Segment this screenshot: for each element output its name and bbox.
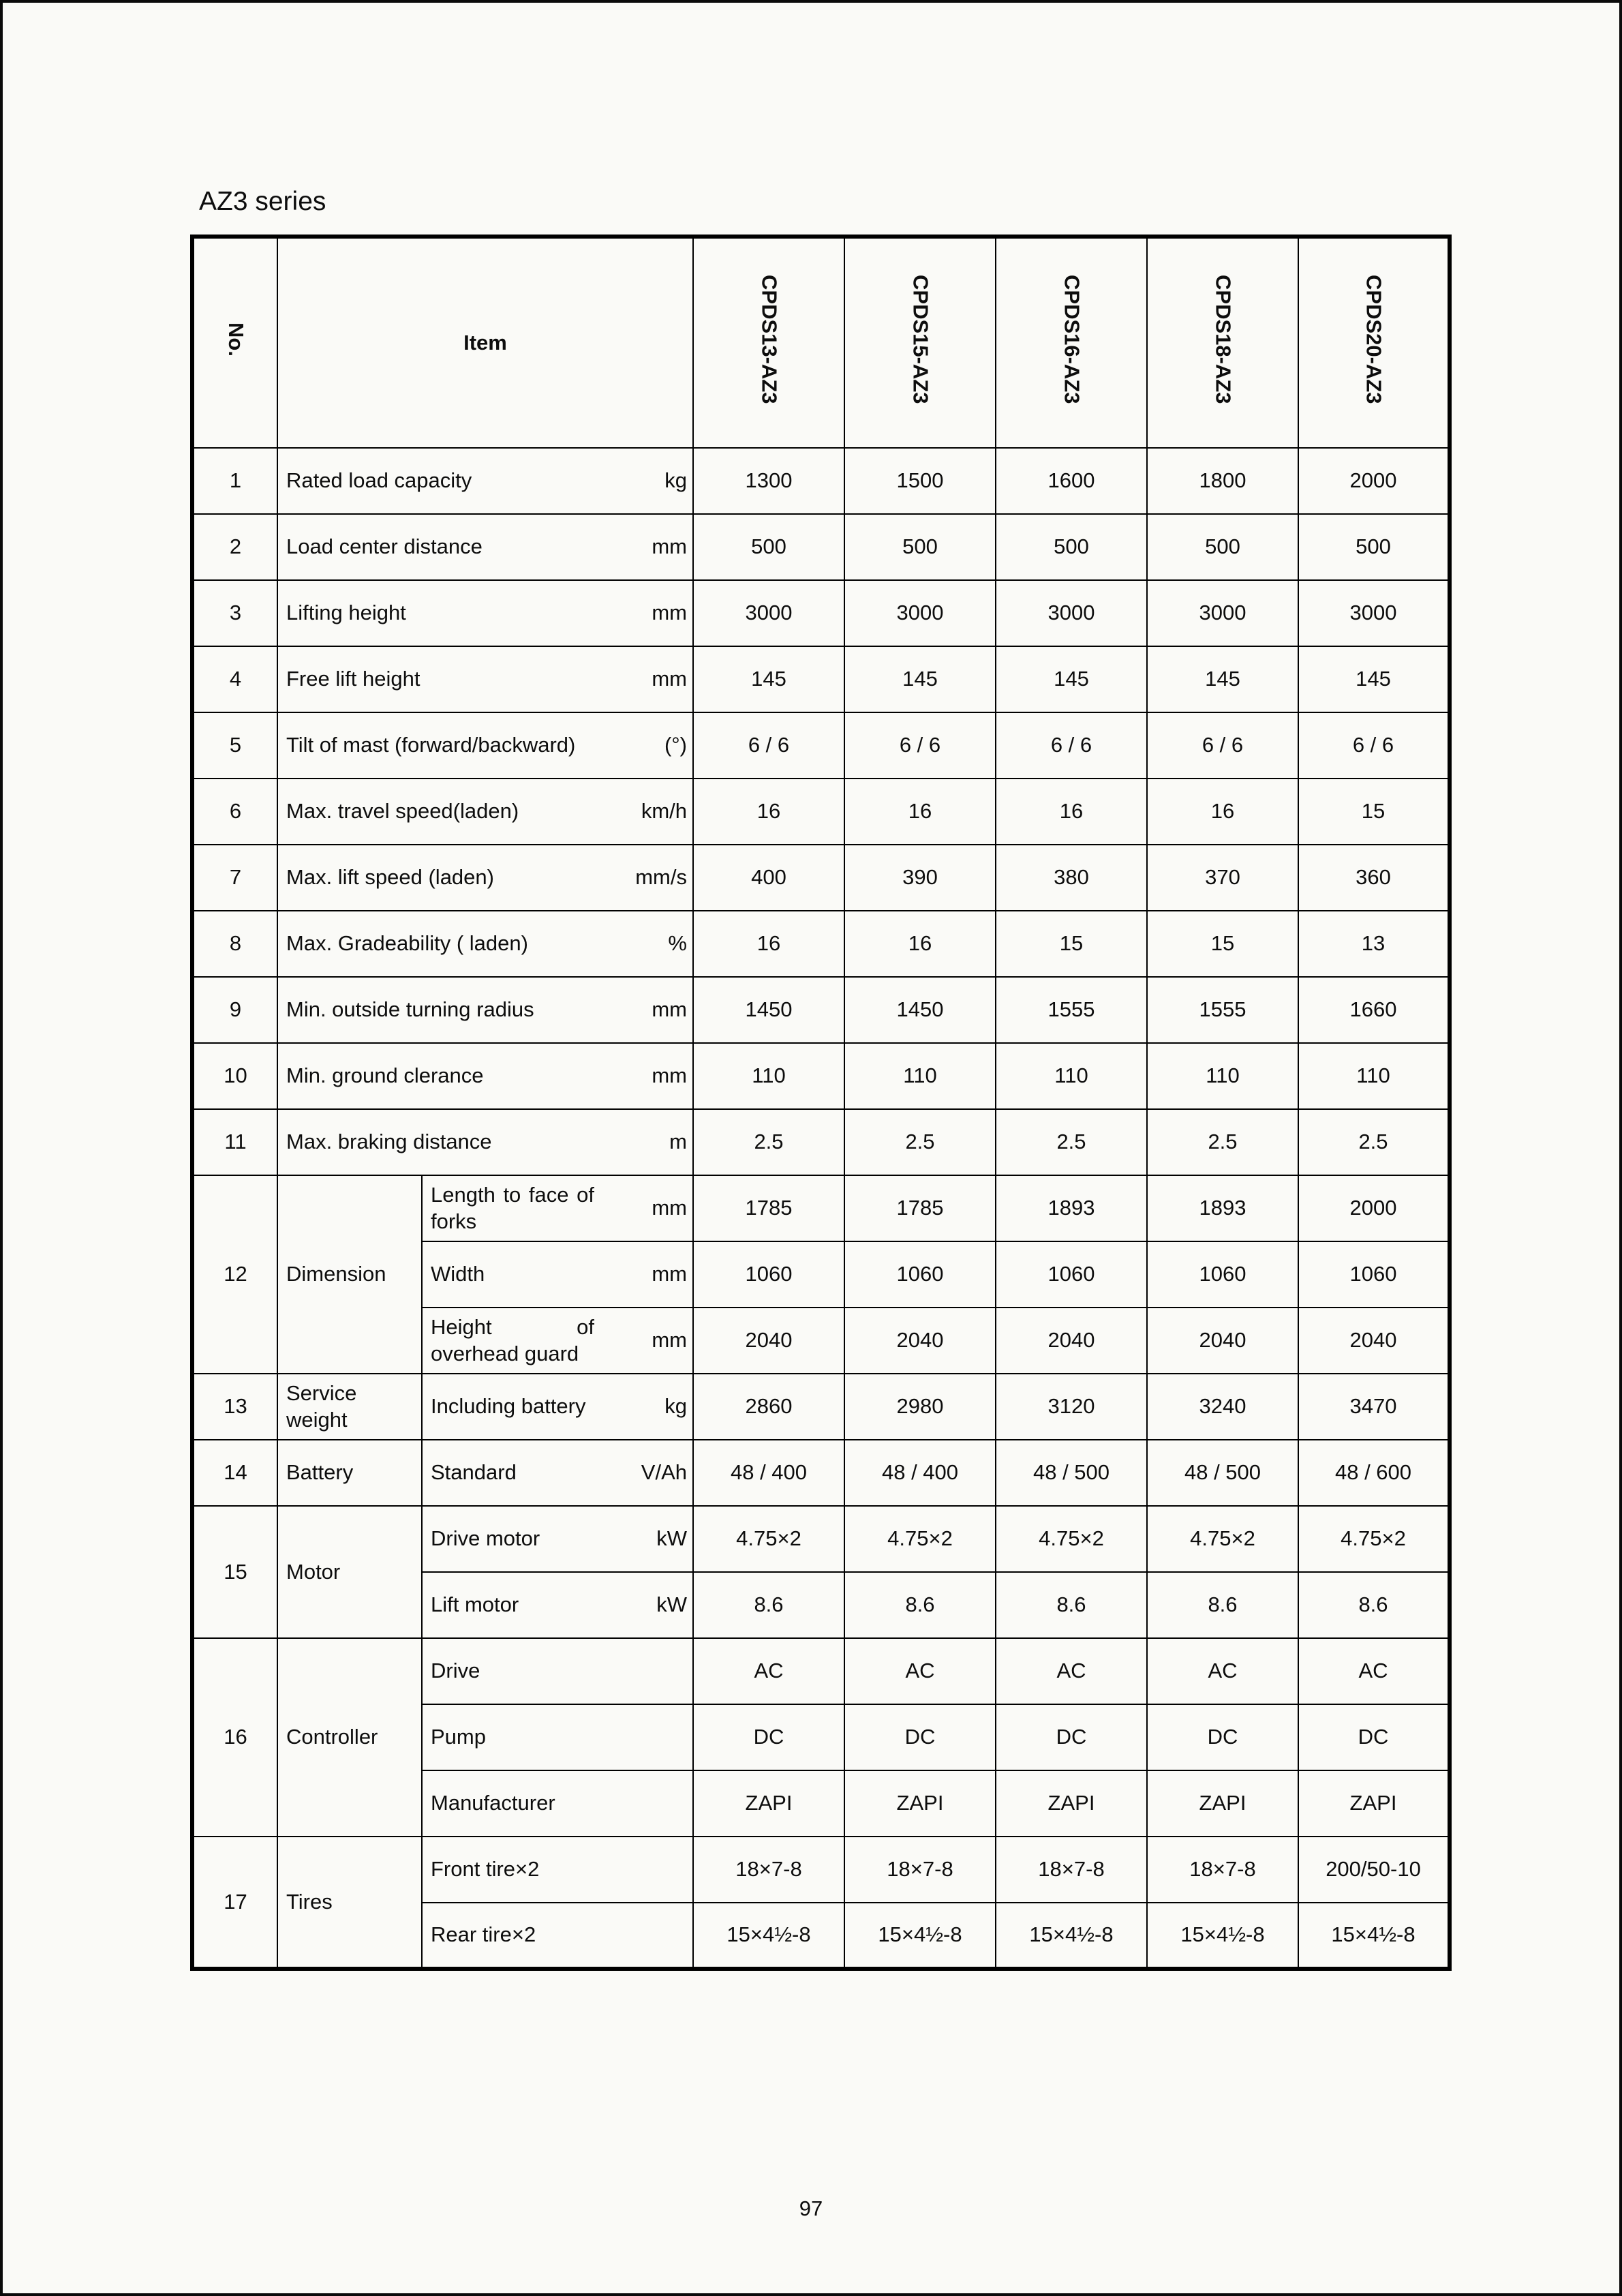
model-label: CPDS20-AZ3 xyxy=(1362,275,1386,404)
value-cell: 2860 xyxy=(693,1374,844,1440)
unit-label: mm xyxy=(652,601,687,625)
value-cell: 110 xyxy=(996,1043,1147,1109)
item-cell xyxy=(422,1638,693,1704)
item-cell xyxy=(277,514,693,580)
item-label: Width xyxy=(431,1262,485,1286)
group-label-cell: Service weight xyxy=(277,1374,422,1440)
value-cell: 8.6 xyxy=(1147,1572,1298,1638)
item-label: Load center distance xyxy=(286,534,483,559)
row-number-cell: 15 xyxy=(192,1506,277,1638)
unit-label: mm xyxy=(652,1063,687,1088)
model-label: CPDS18-AZ3 xyxy=(1211,275,1236,404)
value-cell: DC xyxy=(844,1704,996,1770)
group-label-cell: Controller xyxy=(277,1638,422,1837)
value-cell: 500 xyxy=(1298,514,1450,580)
value-cell: 110 xyxy=(1147,1043,1298,1109)
row-number-cell: 11 xyxy=(192,1109,277,1175)
unit-label: kW xyxy=(656,1592,687,1617)
value-cell: 380 xyxy=(996,845,1147,911)
value-cell: 145 xyxy=(1298,646,1450,712)
model-label: CPDS13-AZ3 xyxy=(757,275,782,404)
item-cell xyxy=(422,1440,693,1506)
value-cell: 15×4½-8 xyxy=(996,1903,1147,1969)
item-label: Min. outside turning radius xyxy=(286,997,534,1022)
value-cell: 3000 xyxy=(1298,580,1450,646)
value-cell: 8.6 xyxy=(996,1572,1147,1638)
item-cell xyxy=(277,911,693,977)
value-cell: 16 xyxy=(693,779,844,845)
value-cell: 500 xyxy=(996,514,1147,580)
value-cell: 1660 xyxy=(1298,977,1450,1043)
unit-label: mm/s xyxy=(635,865,687,890)
unit-label: V/Ah xyxy=(641,1460,687,1485)
item-label: Including battery xyxy=(431,1394,586,1419)
value-cell: ZAPI xyxy=(844,1770,996,1837)
item-label: Front tire×2 xyxy=(431,1857,540,1882)
value-cell: 3000 xyxy=(996,580,1147,646)
spec-row-5 xyxy=(192,712,1450,779)
spec-row-4 xyxy=(192,646,1450,712)
group-label-cell: Motor xyxy=(277,1506,422,1638)
header-no-cell xyxy=(192,237,277,448)
value-cell: 1893 xyxy=(1147,1175,1298,1241)
value-cell: AC xyxy=(693,1638,844,1704)
item-label: Min. ground clerance xyxy=(286,1063,484,1088)
value-cell: 1800 xyxy=(1147,448,1298,514)
spec-row-17a xyxy=(192,1837,1450,1903)
spec-row-9 xyxy=(192,977,1450,1043)
unit-label: mm xyxy=(652,667,687,691)
value-cell: 8.6 xyxy=(693,1572,844,1638)
unit-label: kW xyxy=(656,1526,687,1551)
item-cell xyxy=(277,646,693,712)
header-model-cpds16 xyxy=(996,237,1147,448)
item-cell xyxy=(277,845,693,911)
value-cell: 15×4½-8 xyxy=(844,1903,996,1969)
value-cell: 8.6 xyxy=(1298,1572,1450,1638)
spec-row-6 xyxy=(192,779,1450,845)
unit-label: (°) xyxy=(664,733,687,757)
row-number-cell: 17 xyxy=(192,1837,277,1969)
unit-label: mm xyxy=(652,534,687,559)
value-cell: 4.75×2 xyxy=(1147,1506,1298,1572)
value-cell: 3000 xyxy=(1147,580,1298,646)
value-cell: 6 / 6 xyxy=(693,712,844,779)
value-cell: 15 xyxy=(996,911,1147,977)
header-model-cpds15 xyxy=(844,237,996,448)
item-cell xyxy=(277,712,693,779)
value-cell: 1450 xyxy=(844,977,996,1043)
row-number-cell: 12 xyxy=(192,1175,277,1374)
value-cell: ZAPI xyxy=(1147,1770,1298,1837)
value-cell: 2.5 xyxy=(996,1109,1147,1175)
row-number-cell: 2 xyxy=(192,514,277,580)
value-cell: DC xyxy=(1147,1704,1298,1770)
value-cell: AC xyxy=(1147,1638,1298,1704)
item-cell xyxy=(277,977,693,1043)
value-cell: 370 xyxy=(1147,845,1298,911)
spec-row-16a xyxy=(192,1638,1450,1704)
item-label: Lift motor xyxy=(431,1592,519,1617)
spec-row-15a xyxy=(192,1506,1450,1572)
spec-row-7 xyxy=(192,845,1450,911)
value-cell: 15 xyxy=(1298,779,1450,845)
value-cell: 2000 xyxy=(1298,448,1450,514)
value-cell: 16 xyxy=(1147,779,1298,845)
unit-label: mm xyxy=(652,1328,687,1353)
item-label: Max. Gradeability ( laden) xyxy=(286,931,528,956)
value-cell: 1060 xyxy=(1147,1241,1298,1308)
value-cell: 1060 xyxy=(693,1241,844,1308)
value-cell: AC xyxy=(844,1638,996,1704)
value-cell: 18×7-8 xyxy=(693,1837,844,1903)
model-label: CPDS15-AZ3 xyxy=(908,275,933,404)
value-cell: 145 xyxy=(996,646,1147,712)
row-number-cell: 4 xyxy=(192,646,277,712)
spec-row-13 xyxy=(192,1374,1450,1440)
unit-label: mm xyxy=(652,1196,687,1220)
unit-label: mm xyxy=(652,1262,687,1286)
spec-row-10 xyxy=(192,1043,1450,1109)
value-cell: 2.5 xyxy=(1147,1109,1298,1175)
row-number-cell: 8 xyxy=(192,911,277,977)
value-cell: 1300 xyxy=(693,448,844,514)
row-number-cell: 14 xyxy=(192,1440,277,1506)
value-cell: 145 xyxy=(1147,646,1298,712)
value-cell: 6 / 6 xyxy=(1147,712,1298,779)
row-number-cell: 7 xyxy=(192,845,277,911)
value-cell: 6 / 6 xyxy=(1298,712,1450,779)
value-cell: 1555 xyxy=(996,977,1147,1043)
item-label: Max. lift speed (laden) xyxy=(286,865,494,890)
item-cell xyxy=(422,1506,693,1572)
row-number-cell: 6 xyxy=(192,779,277,845)
unit-label: % xyxy=(668,931,687,956)
value-cell: 16 xyxy=(844,911,996,977)
value-cell: 2.5 xyxy=(1298,1109,1450,1175)
header-model-cpds20 xyxy=(1298,237,1450,448)
value-cell: 1060 xyxy=(996,1241,1147,1308)
item-label: Tilt of mast (forward/backward) xyxy=(286,733,576,757)
value-cell: 1785 xyxy=(844,1175,996,1241)
unit-label: km/h xyxy=(641,799,687,824)
value-cell: 500 xyxy=(844,514,996,580)
value-cell: 2040 xyxy=(1147,1308,1298,1374)
item-label: Height of overhead guard xyxy=(431,1314,594,1365)
item-label: Lifting height xyxy=(286,601,406,625)
value-cell: 3000 xyxy=(693,580,844,646)
value-cell: 48 / 600 xyxy=(1298,1440,1450,1506)
value-cell: 2.5 xyxy=(693,1109,844,1175)
value-cell: 2040 xyxy=(844,1308,996,1374)
item-cell xyxy=(277,448,693,514)
model-label: CPDS16-AZ3 xyxy=(1060,275,1084,404)
unit-label: mm xyxy=(652,997,687,1022)
value-cell: 48 / 400 xyxy=(693,1440,844,1506)
item-cell xyxy=(422,1374,693,1440)
value-cell: 16 xyxy=(996,779,1147,845)
spec-row-1 xyxy=(192,448,1450,514)
header-item-cell: Item xyxy=(277,237,693,448)
item-label: Manufacturer xyxy=(431,1791,555,1815)
item-label: Drive motor xyxy=(431,1526,540,1551)
item-cell xyxy=(422,1837,693,1903)
item-label: Max. travel speed(laden) xyxy=(286,799,519,824)
value-cell: 48 / 500 xyxy=(996,1440,1147,1506)
value-cell: ZAPI xyxy=(693,1770,844,1837)
row-number-cell: 3 xyxy=(192,580,277,646)
value-cell: 2.5 xyxy=(844,1109,996,1175)
value-cell: AC xyxy=(996,1638,1147,1704)
row-number-cell: 5 xyxy=(192,712,277,779)
value-cell: 3240 xyxy=(1147,1374,1298,1440)
row-number-cell: 10 xyxy=(192,1043,277,1109)
value-cell: 18×7-8 xyxy=(996,1837,1147,1903)
item-cell xyxy=(277,1109,693,1175)
page-number: 97 xyxy=(799,2196,823,2220)
value-cell: 16 xyxy=(693,911,844,977)
value-cell: 48 / 400 xyxy=(844,1440,996,1506)
item-label: Max. braking distance xyxy=(286,1130,492,1154)
item-label: Rear tire×2 xyxy=(431,1922,536,1947)
value-cell: 3120 xyxy=(996,1374,1147,1440)
value-cell: ZAPI xyxy=(1298,1770,1450,1837)
item-label: Drive xyxy=(431,1659,480,1683)
spec-row-8 xyxy=(192,911,1450,977)
item-cell xyxy=(422,1903,693,1969)
value-cell: 8.6 xyxy=(844,1572,996,1638)
spec-row-11 xyxy=(192,1109,1450,1175)
value-cell: 15 xyxy=(1147,911,1298,977)
group-label-cell: Tires xyxy=(277,1837,422,1969)
value-cell: 1060 xyxy=(1298,1241,1450,1308)
value-cell: 4.75×2 xyxy=(996,1506,1147,1572)
value-cell: 1500 xyxy=(844,448,996,514)
value-cell: 15×4½-8 xyxy=(1147,1903,1298,1969)
value-cell: DC xyxy=(996,1704,1147,1770)
value-cell: 390 xyxy=(844,845,996,911)
value-cell: 400 xyxy=(693,845,844,911)
value-cell: 145 xyxy=(844,646,996,712)
value-cell: 500 xyxy=(693,514,844,580)
value-cell: 145 xyxy=(693,646,844,712)
value-cell: 1785 xyxy=(693,1175,844,1241)
page-title: AZ3 series xyxy=(199,187,326,216)
item-cell xyxy=(277,779,693,845)
value-cell: 500 xyxy=(1147,514,1298,580)
value-cell: 6 / 6 xyxy=(844,712,996,779)
spec-row-3 xyxy=(192,580,1450,646)
value-cell: 48 / 500 xyxy=(1147,1440,1298,1506)
value-cell: 18×7-8 xyxy=(1147,1837,1298,1903)
item-cell xyxy=(422,1175,693,1241)
value-cell: 13 xyxy=(1298,911,1450,977)
item-label: Free lift height xyxy=(286,667,420,691)
row-number-cell: 13 xyxy=(192,1374,277,1440)
value-cell: 6 / 6 xyxy=(996,712,1147,779)
row-number-cell: 9 xyxy=(192,977,277,1043)
value-cell: 200/50-10 xyxy=(1298,1837,1450,1903)
value-cell: 2040 xyxy=(693,1308,844,1374)
item-label: Pump xyxy=(431,1725,486,1749)
group-label-cell: Dimension xyxy=(277,1175,422,1374)
value-cell: DC xyxy=(1298,1704,1450,1770)
value-cell: 110 xyxy=(1298,1043,1450,1109)
value-cell: 15×4½-8 xyxy=(693,1903,844,1969)
unit-label: kg xyxy=(664,1394,687,1419)
item-cell xyxy=(422,1308,693,1374)
item-label: Standard xyxy=(431,1460,517,1485)
value-cell: 4.75×2 xyxy=(693,1506,844,1572)
value-cell: 110 xyxy=(693,1043,844,1109)
row-number-cell: 16 xyxy=(192,1638,277,1837)
value-cell: 2040 xyxy=(996,1308,1147,1374)
value-cell: ZAPI xyxy=(996,1770,1147,1837)
spec-row-12a xyxy=(192,1175,1450,1241)
value-cell: 2040 xyxy=(1298,1308,1450,1374)
value-cell: 3000 xyxy=(844,580,996,646)
value-cell: 3470 xyxy=(1298,1374,1450,1440)
value-cell: 15×4½-8 xyxy=(1298,1903,1450,1969)
header-no-label: No. xyxy=(224,322,248,357)
group-label-cell: Battery xyxy=(277,1440,422,1506)
value-cell: 18×7-8 xyxy=(844,1837,996,1903)
value-cell: 1555 xyxy=(1147,977,1298,1043)
item-cell xyxy=(422,1241,693,1308)
item-cell xyxy=(422,1770,693,1837)
value-cell: 1450 xyxy=(693,977,844,1043)
value-cell: 1600 xyxy=(996,448,1147,514)
item-cell xyxy=(422,1704,693,1770)
specification-table xyxy=(190,235,1452,1971)
item-label: Length to face of forks xyxy=(431,1182,594,1233)
value-cell: 1893 xyxy=(996,1175,1147,1241)
value-cell: 360 xyxy=(1298,845,1450,911)
value-cell: 4.75×2 xyxy=(1298,1506,1450,1572)
value-cell: 2000 xyxy=(1298,1175,1450,1241)
table-header-row xyxy=(192,237,1450,448)
header-model-cpds13 xyxy=(693,237,844,448)
value-cell: DC xyxy=(693,1704,844,1770)
unit-label: m xyxy=(669,1130,687,1154)
item-label: Rated load capacity xyxy=(286,468,472,493)
row-number-cell: 1 xyxy=(192,448,277,514)
value-cell: 4.75×2 xyxy=(844,1506,996,1572)
spec-row-14 xyxy=(192,1440,1450,1506)
value-cell: 1060 xyxy=(844,1241,996,1308)
item-cell xyxy=(277,1043,693,1109)
item-cell xyxy=(422,1572,693,1638)
unit-label: kg xyxy=(664,468,687,493)
spec-row-2 xyxy=(192,514,1450,580)
value-cell: 110 xyxy=(844,1043,996,1109)
value-cell: AC xyxy=(1298,1638,1450,1704)
header-model-cpds18 xyxy=(1147,237,1298,448)
item-cell xyxy=(277,580,693,646)
value-cell: 16 xyxy=(844,779,996,845)
value-cell: 2980 xyxy=(844,1374,996,1440)
